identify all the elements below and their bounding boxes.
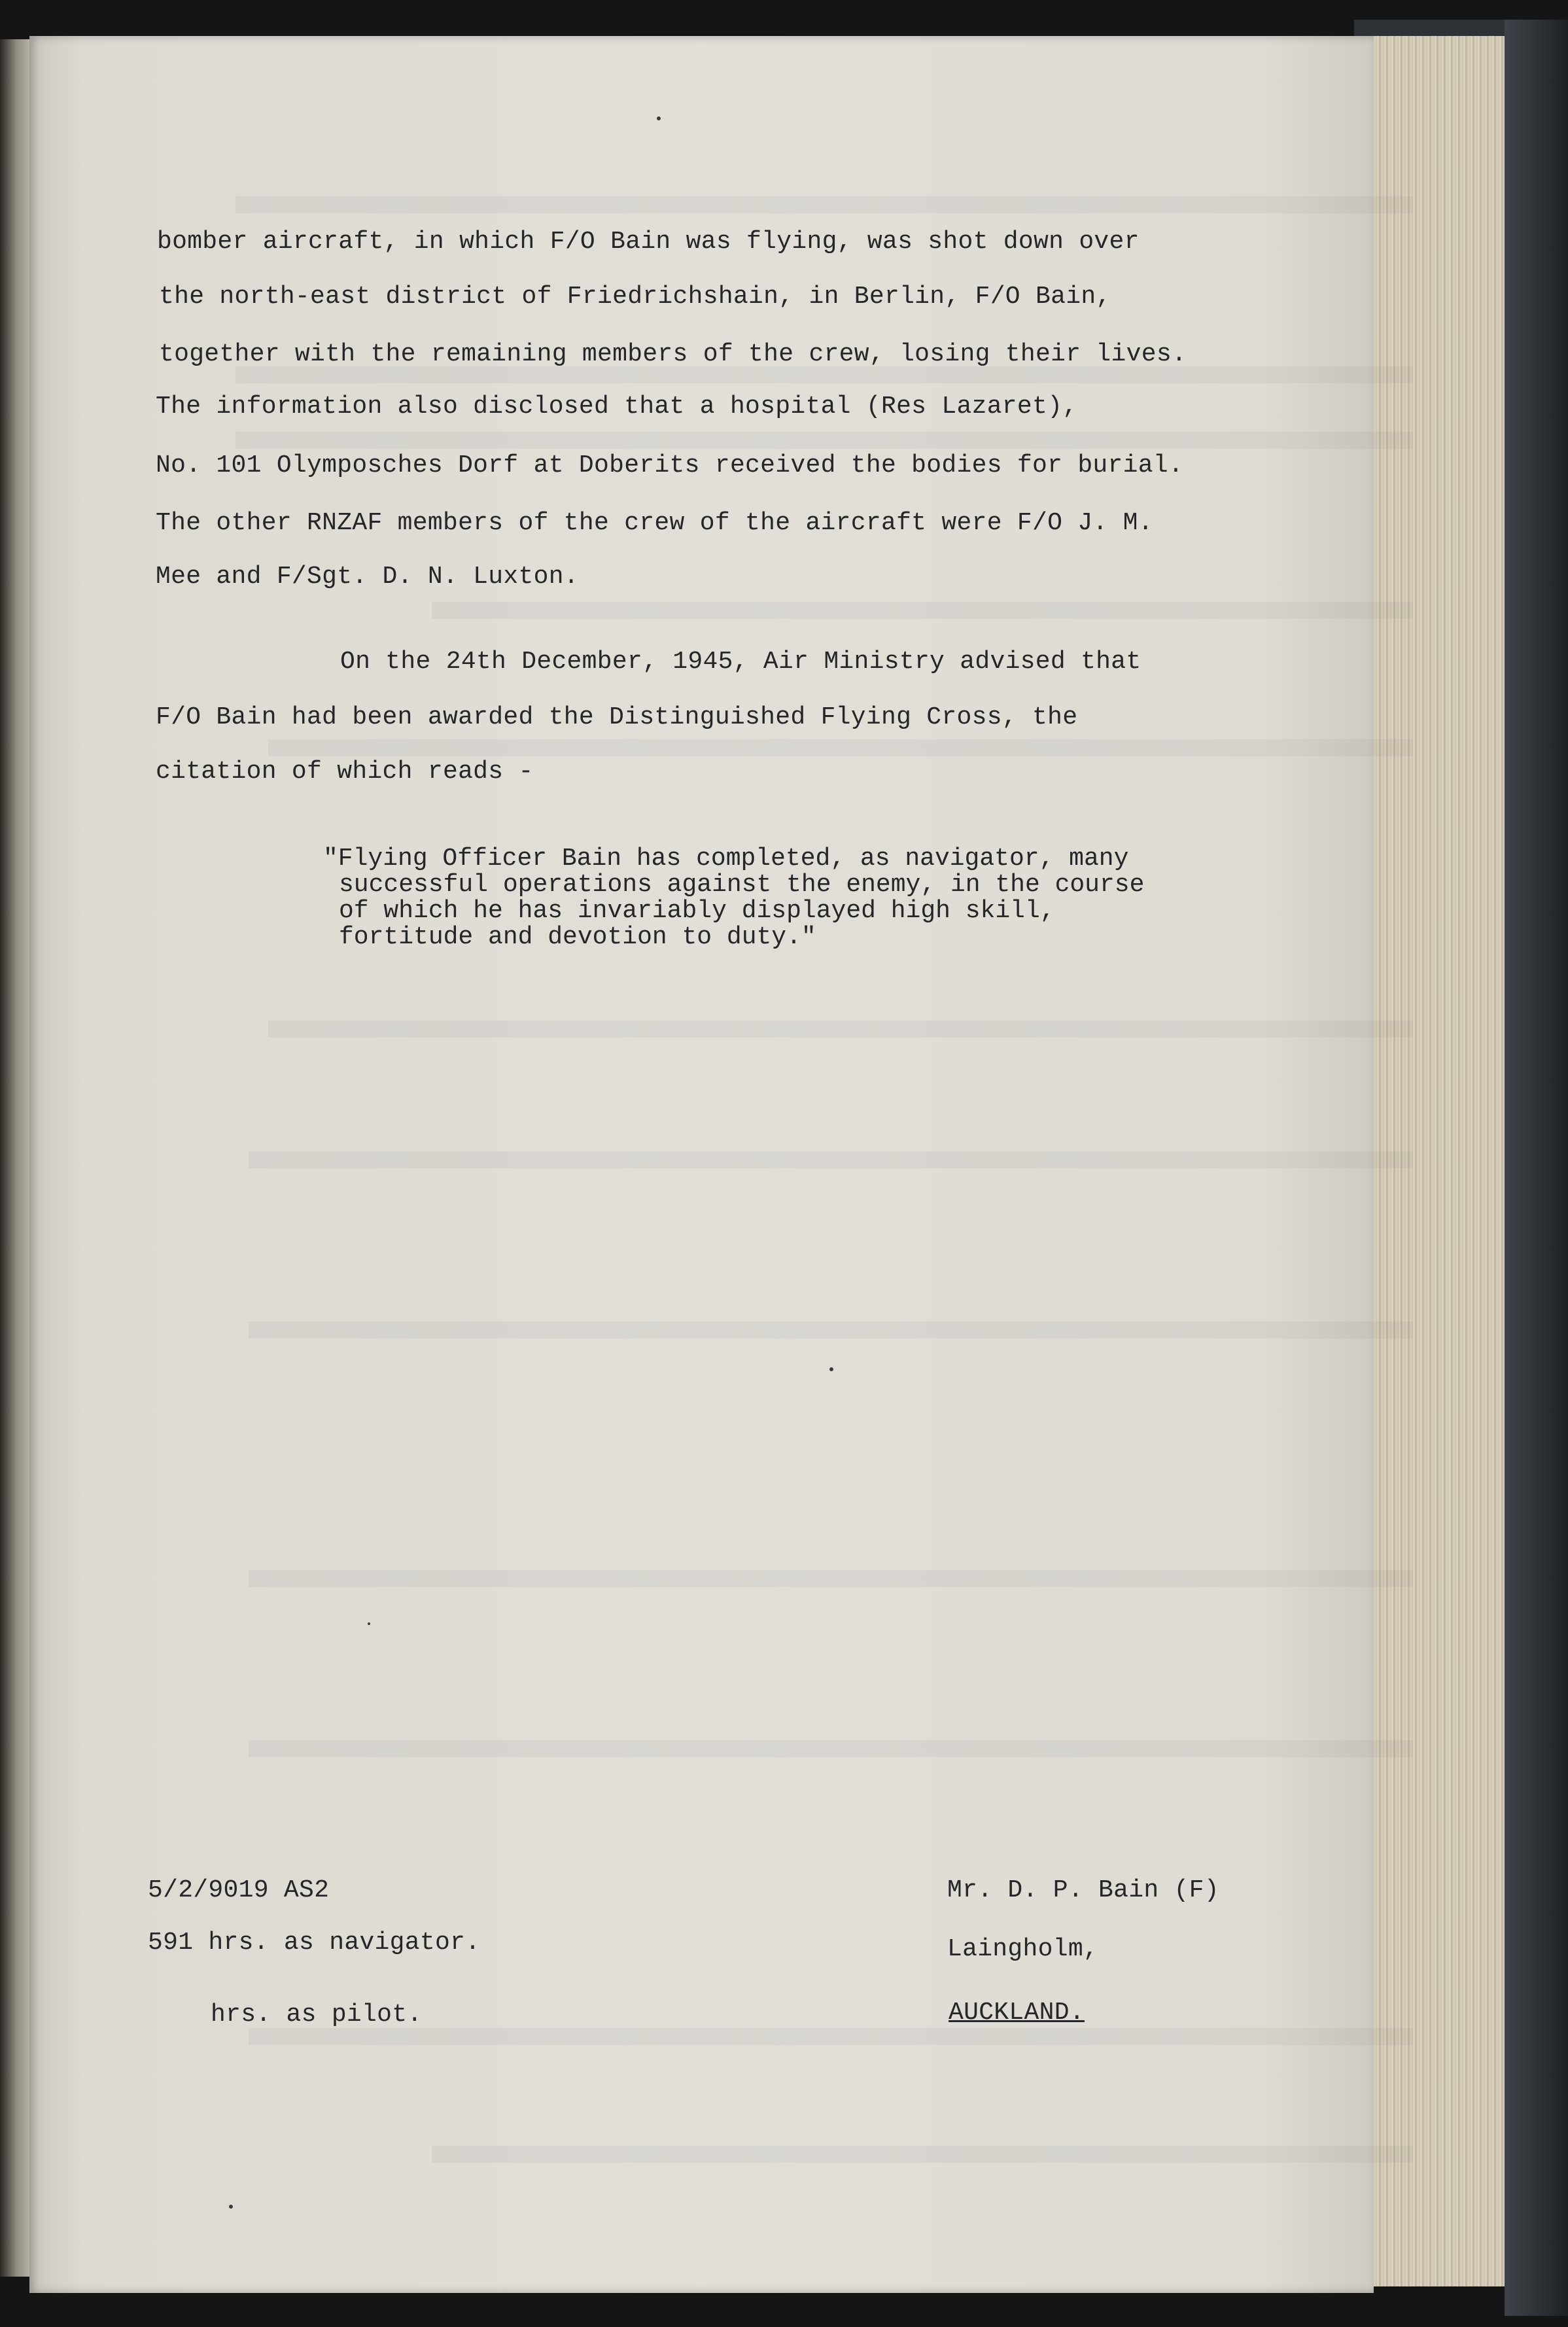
body-line: bomber aircraft, in which F/O Bain was flying, was shot down over [157,228,1140,256]
previous-page-edge [0,39,29,2277]
citation-block [323,846,1144,951]
citation-line: successful operations against the enemy, in the course [339,871,1145,899]
file-reference: 5/2/9019 AS2 [148,1876,330,1904]
pilot-hours: hrs. as pilot. [211,2001,423,2029]
citation-line: of which he has invariably displayed high skill, [339,897,1055,925]
body-line: the north-east district of Friedrichshain, in Berlin, F/O Bain, [159,283,1111,311]
scan-speck [829,1367,833,1371]
recipient-address: Laingholm, [947,1935,1099,1963]
scan-speck [657,116,661,120]
citation-line: fortitude and devotion to duty." [339,923,816,951]
scan-speck [229,2205,233,2209]
recipient-name: Mr. D. P. Bain (F) [947,1876,1219,1904]
award-line: On the 24th December, 1945, Air Ministry advised that [340,648,1141,676]
award-line: F/O Bain had been awarded the Distinguished Flying Cross, the [156,703,1078,731]
body-line: No. 101 Olymposches Dorf at Doberits received the bodies for burial. [156,451,1184,480]
award-line: citation of which reads - [156,758,534,786]
citation-line: "Flying Officer Bain has completed, as navigator, many [323,845,1129,873]
recipient-city: AUCKLAND. [949,1999,1085,2027]
body-line: Mee and F/Sgt. D. N. Luxton. [156,563,579,591]
body-line: The other RNZAF members of the crew of the aircraft were F/O J. M. [156,509,1153,537]
body-line: together with the remaining members of the crew, losing their lives. [159,340,1187,368]
scan-speck [368,1622,370,1625]
navigator-hours: 591 hrs. as navigator. [148,1929,481,1957]
body-line: The information also disclosed that a hospital (Res Lazaret), [156,393,1078,421]
book-cover-spine [1505,20,1568,2316]
